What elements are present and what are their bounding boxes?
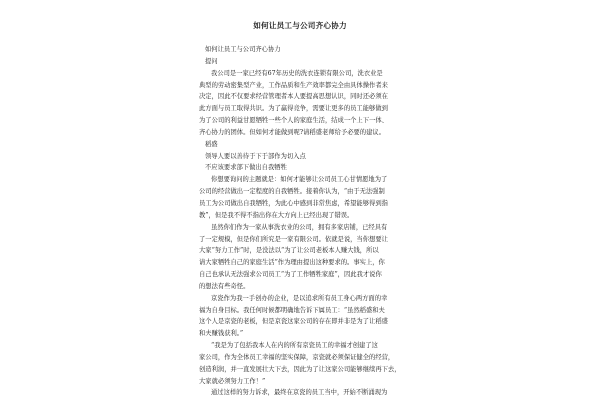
paragraph-line: 典型的劳动密集型产业，工作品质和生产效率都完全由具体操作者来 — [199, 81, 388, 89]
document-body — [199, 44, 405, 399]
paragraph-line: 你想要询问的主题就是：如何才能够让公司员工心甘情愿地为了 — [211, 176, 388, 184]
paragraph-line: 自己也承认无法强求公司员工“为了工作牺牲家庭”，因此我才说你 — [199, 271, 382, 279]
paragraph-line: 为了公司的利益甘愿牺牲一些个人的家庭生活，结成一个上下一体、 — [199, 117, 388, 125]
paragraph-line: 家公司，作为全体员工幸福的坚实保障，京瓷就必须保证健全的经营， — [199, 353, 395, 361]
section-heading: 领导人要以善待于下于部作为切入点 — [205, 152, 306, 160]
document-title: 如何让员工与公司齐心协力 — [253, 21, 347, 30]
paragraph-line: 齐心协力的团体。但如何才能做到呢?请稻盛老师给予必要的建议。 — [199, 128, 385, 136]
subtitle-line: 如何让员工与公司齐心协力 — [205, 46, 281, 53]
section-heading: 不应该要求部下做出自我牺牲 — [205, 164, 287, 172]
paragraph-line: 了一定规模，但是你们所究是一家有限公司。依就是说，当你想要让 — [199, 235, 388, 243]
paragraph-line: 此方面与员工取得共识。为了赢得竞争，需要让更多的员工能够做到 — [199, 105, 388, 113]
paragraph-line: 的想法有些奇怪。 — [199, 282, 250, 290]
paragraph-line: 决定，因此不仅要求经营管理者本人要提高思想认识，同时还必须在 — [199, 93, 388, 101]
paragraph-line: 通过这样的努力诉求，最终在京瓷的员工当中，开始不断涌现为 — [211, 389, 388, 397]
paragraph-line: 请大家牺牲自己的家庭生活”作为理由提出这种要求的。事实上，你 — [199, 259, 385, 267]
paragraph-line: 我公司是一家已经有67年历史的洗衣连锁有限公司，洗衣业是 — [211, 69, 383, 77]
paragraph-line: 公司的经营做出一定程度的自我牺牲。接着你认为，“由于无法强制 — [199, 188, 385, 196]
paragraph-line: 京瓷作为我一手创办的企业，是以追求所有员工身心两方面的幸 — [211, 294, 388, 302]
paragraph-line: 和夫赚钱获利。” — [199, 330, 244, 338]
paragraph-line: 大家就必须努力工作！” — [199, 377, 266, 385]
paragraph-line: 福为自身目标。我任何时候都明确地告诉下属员工：“虽然稻盛和夫 — [199, 306, 385, 314]
paragraph-line: 创造利润，并一直发展壮大下去，因此为了让这家公司能够继续再下去， — [199, 365, 401, 373]
paragraph-line: 教”，但是我不得不指出你在大方向上已经出现了错误。 — [199, 211, 354, 219]
paragraph-line: “我是为了包括我本人在内的所有京瓷员工的幸福才创建了这 — [211, 342, 378, 350]
question-heading: 提问 — [205, 57, 218, 65]
paragraph-line: 员工为公司做出自我牺牲，为此心中感到非常焦虑，希望能够得到指 — [199, 199, 388, 207]
paragraph-line: 大家“努力工作”时，是没法以“为了让公司老板本人赚大钱，所以 — [199, 247, 379, 255]
answer-heading: 稻盛 — [205, 140, 218, 148]
paragraph-line: 虽然你们作为一家从事洗衣业的公司，拥有多家店铺，已经具有 — [211, 223, 388, 231]
paragraph-line: 这个人是京瓷的老板，但是京瓷这家公司的存在即并非是为了让稻盛 — [199, 318, 388, 326]
